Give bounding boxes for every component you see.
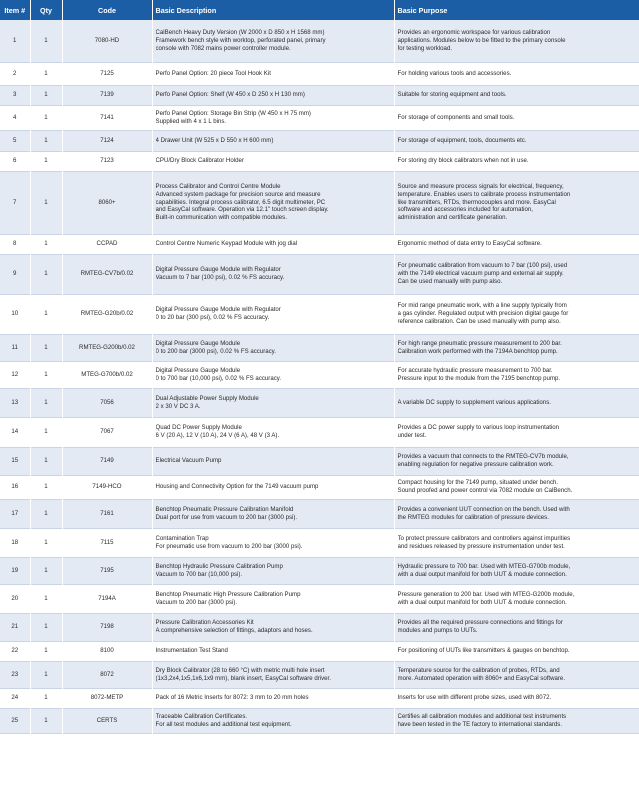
description-line: Perfo Panel Option: Storage Bin Strip (W 450 x H 75 mm) xyxy=(155,109,311,117)
qty-cell: 1 xyxy=(30,584,62,613)
header-purpose: Basic Purpose xyxy=(394,0,639,20)
description-cell xyxy=(152,294,394,334)
purpose-line: Calibration work performed with the 7194A benchtop pump. xyxy=(397,347,558,355)
item-number-cell: 1 xyxy=(0,20,30,62)
code-cell: CCPAD xyxy=(62,234,152,254)
description-line: Advanced system package for precision source and measure xyxy=(155,190,321,198)
description-line: Benchtop Pneumatic High Pressure Calibration Pump xyxy=(155,590,301,598)
purpose-cell xyxy=(394,130,639,151)
description-line: CPU/Dry Block Calibrator Holder xyxy=(155,157,244,165)
table-row xyxy=(0,641,639,661)
table-body xyxy=(0,20,639,733)
item-number-cell: 12 xyxy=(0,361,30,388)
code-cell: 8072-METP xyxy=(62,688,152,708)
description-cell xyxy=(152,528,394,557)
description-line: Traceable Calibration Certificates. xyxy=(155,712,248,720)
table-row xyxy=(0,20,639,62)
purpose-line: For mid range pneumatic work, with a line supply typically from xyxy=(397,302,567,310)
table-row xyxy=(0,661,639,688)
description-cell xyxy=(152,447,394,475)
description-line: CalBench Heavy Duty Version (W 2000 x D 850 x H 1568 mm) xyxy=(155,29,325,37)
description-line: Quad DC Power Supply Module xyxy=(155,424,242,432)
purpose-cell xyxy=(394,171,639,234)
table-row xyxy=(0,105,639,130)
item-number-cell: 2 xyxy=(0,62,30,85)
code-cell: CERTS xyxy=(62,708,152,733)
description-cell xyxy=(152,499,394,528)
description-cell xyxy=(152,661,394,688)
code-cell: 7198 xyxy=(62,613,152,641)
description-line: Framework bench style with worktop, perforated panel, primary xyxy=(155,36,326,44)
table-row xyxy=(0,475,639,499)
code-cell: RMTEG-G20b/0.02 xyxy=(62,294,152,334)
purpose-line: Provides a DC power supply to various loop instrumentation xyxy=(397,424,560,432)
code-cell: RMTEG-G200b/0.02 xyxy=(62,334,152,361)
purpose-line: To protect pressure calibrators and controllers against impurities xyxy=(397,534,571,542)
code-cell: 8060+ xyxy=(62,171,152,234)
description-line: Benchtop Pneumatic Pressure Calibration Manifold xyxy=(155,505,294,513)
item-number-cell: 4 xyxy=(0,105,30,130)
purpose-line: Provides a vacuum that connects to the RMTEG-CV7b module, xyxy=(397,453,569,461)
code-cell: 7067 xyxy=(62,417,152,447)
code-cell: 7125 xyxy=(62,62,152,85)
description-line: console with 7082 mains power controller module. xyxy=(155,44,291,52)
description-line: Pressure Calibration Accessories Kit xyxy=(155,619,254,627)
purpose-line: For storage of equipment, tools, documents etc. xyxy=(397,136,527,144)
purpose-cell xyxy=(394,234,639,254)
description-cell xyxy=(152,417,394,447)
description-line: 0 to 200 bar (3000 psi), 0.02 % FS accuracy. xyxy=(155,347,276,355)
qty-cell: 1 xyxy=(30,417,62,447)
description-cell xyxy=(152,171,394,234)
purpose-line: software and accessories included for automation, xyxy=(397,206,533,214)
purpose-line: Provides a convenient UUT connection on the bench. Used with xyxy=(397,505,570,513)
qty-cell: 1 xyxy=(30,254,62,294)
purpose-cell xyxy=(394,85,639,105)
qty-cell: 1 xyxy=(30,234,62,254)
qty-cell: 1 xyxy=(30,661,62,688)
item-number-cell: 17 xyxy=(0,499,30,528)
purpose-line: For accurate hydraulic pressure measurement to 700 bar. xyxy=(397,366,553,374)
purpose-cell xyxy=(394,417,639,447)
item-number-cell: 7 xyxy=(0,171,30,234)
description-cell xyxy=(152,557,394,584)
purpose-cell xyxy=(394,528,639,557)
code-cell: 8072 xyxy=(62,661,152,688)
purpose-line: reference calibration. Can be used manually with pump also. xyxy=(397,317,561,325)
description-cell xyxy=(152,85,394,105)
description-line: Electrical Vacuum Pump xyxy=(155,457,222,465)
purpose-line: Temperature source for the calibration of probes, RTDs, and xyxy=(397,666,560,674)
purpose-cell xyxy=(394,62,639,85)
purpose-line: modules and pumps to UUTs. xyxy=(397,627,478,634)
purpose-line: temperature. Enables users to calibrate process instrumentation xyxy=(397,190,571,198)
code-cell: 7141 xyxy=(62,105,152,130)
description-line: and EasyCal software. Operation via 12.1" touch screen display. xyxy=(155,206,329,214)
description-line: Dry Block Calibrator (28 to 660 °C) with metric multi hole insert xyxy=(155,666,325,674)
description-line: Dual port for use from vacuum to 200 bar (3000 psi). xyxy=(155,513,298,521)
qty-cell: 1 xyxy=(30,613,62,641)
table-row xyxy=(0,171,639,234)
description-line: Perfo Panel Option: 20 piece Tool Hook Kit xyxy=(155,69,271,77)
purpose-line: Inserts for use with different probe sizes, used with 8072. xyxy=(397,694,552,702)
purpose-line: Ergonomic method of data entry to EasyCal software. xyxy=(397,240,542,248)
item-number-cell: 8 xyxy=(0,234,30,254)
purpose-line: Pressure generation to 200 bar. Used with MTEG-G200b module, xyxy=(397,590,575,598)
description-line: Vacuum to 700 bar (10,000 psi). xyxy=(155,570,243,578)
qty-cell: 1 xyxy=(30,20,62,62)
purpose-line: applications. Modules below to be fitted to the primary console xyxy=(397,36,566,44)
description-line: Built-in communication with compatible modules. xyxy=(155,214,287,222)
code-cell: 7194A xyxy=(62,584,152,613)
item-number-cell: 23 xyxy=(0,661,30,688)
description-cell xyxy=(152,361,394,388)
purpose-cell xyxy=(394,499,639,528)
header-description: Basic Description xyxy=(152,0,394,20)
purpose-cell xyxy=(394,661,639,688)
table-row xyxy=(0,388,639,417)
purpose-cell xyxy=(394,557,639,584)
table-row xyxy=(0,294,639,334)
table-row xyxy=(0,85,639,105)
qty-cell: 1 xyxy=(30,688,62,708)
header-item: Item # xyxy=(0,0,30,20)
table-row xyxy=(0,613,639,641)
code-cell: 7056 xyxy=(62,388,152,417)
qty-cell: 1 xyxy=(30,557,62,584)
item-number-cell: 5 xyxy=(0,130,30,151)
qty-cell: 1 xyxy=(30,151,62,171)
table-row xyxy=(0,584,639,613)
qty-cell: 1 xyxy=(30,528,62,557)
item-number-cell: 9 xyxy=(0,254,30,294)
qty-cell: 1 xyxy=(30,447,62,475)
purpose-line: Source and measure process signals for electrical, frequency, xyxy=(397,183,564,190)
item-number-cell: 15 xyxy=(0,447,30,475)
purpose-cell xyxy=(394,254,639,294)
description-line: Housing and Connectivity Option for the 7149 vacuum pump xyxy=(155,483,319,491)
purpose-line: Can be used manually with pump also. xyxy=(397,277,503,285)
table-row xyxy=(0,447,639,475)
description-cell xyxy=(152,613,394,641)
item-number-cell: 14 xyxy=(0,417,30,447)
description-line: Vacuum to 200 bar (3000 psi). xyxy=(155,598,238,606)
description-cell xyxy=(152,641,394,661)
item-number-cell: 18 xyxy=(0,528,30,557)
code-cell: 7124 xyxy=(62,130,152,151)
table-row xyxy=(0,417,639,447)
item-number-cell: 25 xyxy=(0,708,30,733)
code-cell: 7080-HD xyxy=(62,20,152,62)
code-cell: 7149-HCO xyxy=(62,475,152,499)
description-line: Digital Pressure Gauge Module with Regulator xyxy=(155,266,281,274)
code-cell: MTEG-G700b/0.02 xyxy=(62,361,152,388)
table-row xyxy=(0,557,639,584)
description-line: Process Calibrator and Control Centre Module xyxy=(155,183,281,190)
code-cell: 7123 xyxy=(62,151,152,171)
qty-cell: 1 xyxy=(30,388,62,417)
purpose-line: and residues released by pressure instrumentation under test. xyxy=(397,542,565,550)
description-line: capabilities. Integral process calibrator, 6.5 digit multimeter, PC xyxy=(155,198,326,206)
table-row xyxy=(0,361,639,388)
item-number-cell: 22 xyxy=(0,641,30,661)
code-cell: 8100 xyxy=(62,641,152,661)
purpose-cell xyxy=(394,708,639,733)
header-row xyxy=(0,0,639,20)
purpose-line: Certifies all calibration modules and additional test instruments xyxy=(397,712,567,720)
qty-cell: 1 xyxy=(30,171,62,234)
table-row xyxy=(0,708,639,733)
item-number-cell: 11 xyxy=(0,334,30,361)
purpose-line: administration and certificate generation. xyxy=(397,214,508,222)
purpose-line: For storing dry block calibrators when not in use. xyxy=(397,157,529,165)
description-cell xyxy=(152,62,394,85)
item-number-cell: 3 xyxy=(0,85,30,105)
qty-cell: 1 xyxy=(30,334,62,361)
code-cell: 7139 xyxy=(62,85,152,105)
purpose-line: with a dual output manifold for both UUT & module connection. xyxy=(397,570,567,578)
description-line: A comprehensive selection of fittings, adaptors and hoses. xyxy=(155,627,313,634)
description-line: Contamination Trap xyxy=(155,534,209,542)
table-row xyxy=(0,499,639,528)
description-cell xyxy=(152,234,394,254)
description-cell xyxy=(152,20,394,62)
description-cell xyxy=(152,388,394,417)
purpose-cell xyxy=(394,641,639,661)
description-line: 4 Drawer Unit (W 525 x D 550 x H 600 mm) xyxy=(155,136,274,144)
description-line: 0 to 20 bar (300 psi), 0.02 % FS accuracy. xyxy=(155,314,270,321)
purpose-cell xyxy=(394,447,639,475)
description-line: 0 to 700 bar (10,000 psi), 0.02 % FS accuracy. xyxy=(155,374,282,382)
purpose-line: For storage of components and small tools. xyxy=(397,113,515,121)
item-number-cell: 24 xyxy=(0,688,30,708)
purpose-line: For holding various tools and accessories. xyxy=(397,69,512,77)
purpose-line: Provides an ergonomic workspace for various calibration xyxy=(397,29,551,37)
item-number-cell: 20 xyxy=(0,584,30,613)
description-line: (1x3,2x4,1x5,1x6,1x9 mm), blank insert, EasyCal software driver. xyxy=(155,674,331,682)
description-line: Digital Pressure Gauge Module with Regulator xyxy=(155,306,281,314)
description-line: For pneumatic use from vacuum to 200 bar (3000 psi). xyxy=(155,542,303,550)
code-cell: 7161 xyxy=(62,499,152,528)
purpose-cell xyxy=(394,20,639,62)
purpose-line: Hydraulic pressure to 700 bar. Used with MTEG-G700b module, xyxy=(397,562,571,570)
description-cell xyxy=(152,584,394,613)
description-line: 2 x 30 V DC 3 A. xyxy=(155,402,201,410)
purpose-cell xyxy=(394,105,639,130)
item-number-cell: 6 xyxy=(0,151,30,171)
table-row xyxy=(0,234,639,254)
table-row xyxy=(0,62,639,85)
description-cell xyxy=(152,130,394,151)
table-row xyxy=(0,334,639,361)
description-line: Instrumentation Test Stand xyxy=(155,647,228,655)
header-qty: Qty xyxy=(30,0,62,20)
qty-cell: 1 xyxy=(30,105,62,130)
description-line: Supplied with 4 x 1 L bins. xyxy=(155,117,227,125)
description-line: 6 V (20 A), 12 V (10 A), 24 V (6 A), 48 V (3 A). xyxy=(155,432,280,439)
description-line: For all test modules and additional test equipment. xyxy=(155,720,292,728)
description-line: Digital Pressure Gauge Module xyxy=(155,339,241,347)
purpose-cell xyxy=(394,388,639,417)
purpose-cell xyxy=(394,584,639,613)
purpose-line: For pneumatic calibration from vacuum to 7 bar (100 psi), used xyxy=(397,262,568,270)
purpose-line: with the 7149 electrical vacuum pump and external air supply. xyxy=(397,270,564,278)
purpose-cell xyxy=(394,294,639,334)
qty-cell: 1 xyxy=(30,641,62,661)
table-row xyxy=(0,151,639,171)
qty-cell: 1 xyxy=(30,294,62,334)
table-row xyxy=(0,254,639,294)
table-row xyxy=(0,130,639,151)
item-number-cell: 21 xyxy=(0,613,30,641)
qty-cell: 1 xyxy=(30,85,62,105)
purpose-line: for testing workload. xyxy=(397,44,453,52)
description-line: Dual Adjustable Power Supply Module xyxy=(155,394,259,402)
purpose-line: Pressure input to the module from the 7195 benchtop pump. xyxy=(397,374,561,382)
item-number-cell: 10 xyxy=(0,294,30,334)
item-number-cell: 19 xyxy=(0,557,30,584)
description-cell xyxy=(152,688,394,708)
purpose-line: Sound proofed and power control via 7082 module on CalBench. xyxy=(397,487,573,494)
purpose-line: with a dual output manifold for both UUT & module connection. xyxy=(397,598,567,606)
table-row xyxy=(0,528,639,557)
description-cell xyxy=(152,334,394,361)
code-cell: RMTEG-CV7b/0.02 xyxy=(62,254,152,294)
purpose-line: Provides all the required pressure connections and fittings for xyxy=(397,619,563,627)
purpose-line: Suitable for storing equipment and tools. xyxy=(397,91,507,99)
purpose-line: For positioning of UUTs like transmitters & gauges on benchtop. xyxy=(397,647,570,655)
code-cell: 7149 xyxy=(62,447,152,475)
table-row xyxy=(0,688,639,708)
purpose-line: a gas cylinder. Regulated output with precision digital gauge for xyxy=(397,310,569,318)
item-number-cell: 13 xyxy=(0,388,30,417)
qty-cell: 1 xyxy=(30,62,62,85)
qty-cell: 1 xyxy=(30,361,62,388)
qty-cell: 1 xyxy=(30,475,62,499)
item-number-cell: 16 xyxy=(0,475,30,499)
header-code: Code xyxy=(62,0,152,20)
description-cell xyxy=(152,151,394,171)
description-cell xyxy=(152,475,394,499)
qty-cell: 1 xyxy=(30,499,62,528)
description-line: Perfo Panel Option: Shelf (W 450 x D 250 x H 130 mm) xyxy=(155,91,305,99)
purpose-line: For high range pneumatic pressure measurement to 200 bar. xyxy=(397,339,562,347)
description-line: Benchtop Hydraulic Pressure Calibration Pump xyxy=(155,562,283,570)
purpose-line: A variable DC supply to supplement various applications. xyxy=(397,398,551,406)
purpose-line: have been tested in the TE factory to international standards. xyxy=(397,720,563,728)
purpose-cell xyxy=(394,688,639,708)
description-cell xyxy=(152,708,394,733)
description-line: Control Centre Numeric Keypad Module with jog dial xyxy=(155,240,298,248)
code-cell: 7115 xyxy=(62,528,152,557)
purpose-line: more. Automated operation with 8060+ and EasyCal software. xyxy=(397,674,566,682)
description-line: Digital Pressure Gauge Module xyxy=(155,366,241,374)
purpose-cell xyxy=(394,334,639,361)
purpose-line: enabling regulation for negative pressure calibration work. xyxy=(397,461,554,468)
purpose-cell xyxy=(394,613,639,641)
description-line: Pack of 16 Metric Inserts for 8072: 3 mm to 20 mm holes xyxy=(155,694,309,702)
description-cell xyxy=(152,105,394,130)
purpose-line: like transmitters, RTDs, thermocouples and more. EasyCal xyxy=(397,198,556,206)
purpose-line: the RMTEG modules for calibration of pressure devices. xyxy=(397,513,549,521)
purpose-cell xyxy=(394,475,639,499)
purpose-line: under test. xyxy=(397,432,427,439)
description-cell xyxy=(152,254,394,294)
qty-cell: 1 xyxy=(30,708,62,733)
qty-cell: 1 xyxy=(30,130,62,151)
description-line: Vacuum to 7 bar (100 psi), 0.02 % FS accuracy. xyxy=(155,274,285,281)
purpose-cell xyxy=(394,151,639,171)
code-cell: 7195 xyxy=(62,557,152,584)
table-header xyxy=(0,0,639,20)
purpose-cell xyxy=(394,361,639,388)
purpose-line: Compact housing for the 7149 pump, situated under bench. xyxy=(397,479,559,487)
